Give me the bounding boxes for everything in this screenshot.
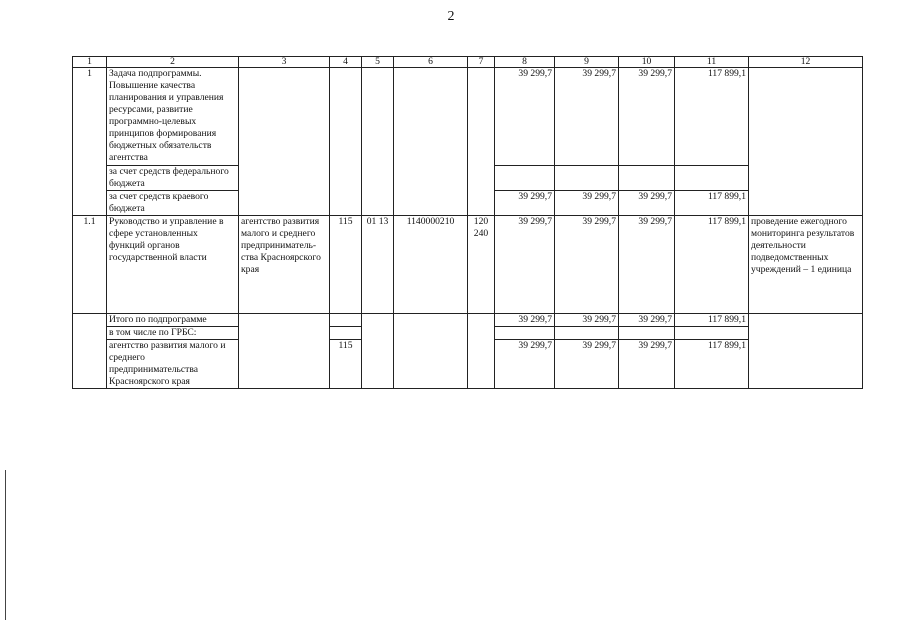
grbs-agency-code: 115 <box>330 340 362 389</box>
empty-cell <box>330 68 362 216</box>
empty-cell <box>675 327 749 340</box>
task-value-10: 39 299,7 <box>619 68 675 166</box>
col-header: 4 <box>330 57 362 68</box>
task-value-11: 117 899,1 <box>675 68 749 166</box>
task-value-8: 39 299,7 <box>495 68 555 166</box>
regional-value-11: 117 899,1 <box>675 191 749 216</box>
empty-cell <box>362 314 394 389</box>
col-header: 10 <box>619 57 675 68</box>
agency-value-8: 39 299,7 <box>495 340 555 389</box>
totals-value-9: 39 299,7 <box>555 314 619 327</box>
empty-cell <box>73 314 107 389</box>
item-grbs: 115 <box>330 216 362 314</box>
empty-cell <box>619 166 675 191</box>
budget-table <box>72 56 863 389</box>
item-vr-1: 120 <box>473 216 489 227</box>
empty-cell <box>555 166 619 191</box>
federal-budget-label: за счет средств федерального бюджета <box>107 166 239 191</box>
regional-value-9: 39 299,7 <box>555 191 619 216</box>
col-header: 1 <box>73 57 107 68</box>
empty-cell <box>555 327 619 340</box>
col-header: 6 <box>394 57 468 68</box>
item-value-8: 39 299,7 <box>495 216 555 314</box>
grbs-label: в том числе по ГРБС: <box>107 327 239 340</box>
empty-cell <box>330 314 362 327</box>
regional-value-8: 39 299,7 <box>495 191 555 216</box>
margin-rule <box>5 470 6 620</box>
totals-label: Итого по подпрограмме <box>107 314 239 327</box>
item-value-11: 117 899,1 <box>675 216 749 314</box>
empty-cell <box>675 166 749 191</box>
empty-cell <box>619 327 675 340</box>
empty-cell <box>495 166 555 191</box>
empty-cell <box>495 327 555 340</box>
empty-cell <box>468 314 495 389</box>
col-header: 5 <box>362 57 394 68</box>
grbs-agency-label: агентство развития малого и среднего предпринимательства Красноярского края <box>107 340 239 389</box>
table-row <box>73 314 863 327</box>
item-number: 1.1 <box>73 216 107 314</box>
empty-cell <box>394 314 468 389</box>
empty-cell <box>749 314 863 389</box>
totals-value-10: 39 299,7 <box>619 314 675 327</box>
item-section: 01 13 <box>362 216 394 314</box>
empty-cell <box>394 68 468 216</box>
page-number: 2 <box>447 9 455 24</box>
empty-cell <box>239 314 330 389</box>
col-header: 11 <box>675 57 749 68</box>
header-row <box>73 57 863 68</box>
empty-cell <box>330 327 362 340</box>
item-value-10: 39 299,7 <box>619 216 675 314</box>
item-name: Руководство и управление в сфере установленных функций органов государственной власти <box>107 216 239 314</box>
totals-value-11: 117 899,1 <box>675 314 749 327</box>
regional-value-10: 39 299,7 <box>619 191 675 216</box>
agency-value-11: 117 899,1 <box>675 340 749 389</box>
col-header: 2 <box>107 57 239 68</box>
table-row <box>73 68 863 166</box>
item-vr-2: 240 <box>473 228 489 239</box>
col-header: 3 <box>239 57 330 68</box>
regional-budget-label: за счет средств краевого бюджета <box>107 191 239 216</box>
col-header: 8 <box>495 57 555 68</box>
col-header: 9 <box>555 57 619 68</box>
task-number: 1 <box>73 68 107 216</box>
item-agency: агентство развития малого и среднего предприниматель-ства Красноярского края <box>239 216 330 314</box>
empty-cell <box>362 68 394 216</box>
empty-cell <box>239 68 330 216</box>
item-target: 1140000210 <box>394 216 468 314</box>
col-header: 12 <box>749 57 863 68</box>
agency-value-10: 39 299,7 <box>619 340 675 389</box>
item-value-9: 39 299,7 <box>555 216 619 314</box>
item-vr <box>468 216 495 314</box>
task-value-9: 39 299,7 <box>555 68 619 166</box>
totals-value-8: 39 299,7 <box>495 314 555 327</box>
empty-cell <box>468 68 495 216</box>
table-row <box>73 216 863 314</box>
item-result: проведение ежегодного мониторинга результатов деятельности подведомственных учреждений – 1 единица <box>749 216 863 314</box>
empty-cell <box>749 68 863 216</box>
agency-value-9: 39 299,7 <box>555 340 619 389</box>
col-header: 7 <box>468 57 495 68</box>
task-title: Задача подпрограммы. Повышение качества планирования и управления ресурсами, развитие программно-целевых принципов формирования бюджетных обязательств агентства <box>107 68 239 166</box>
